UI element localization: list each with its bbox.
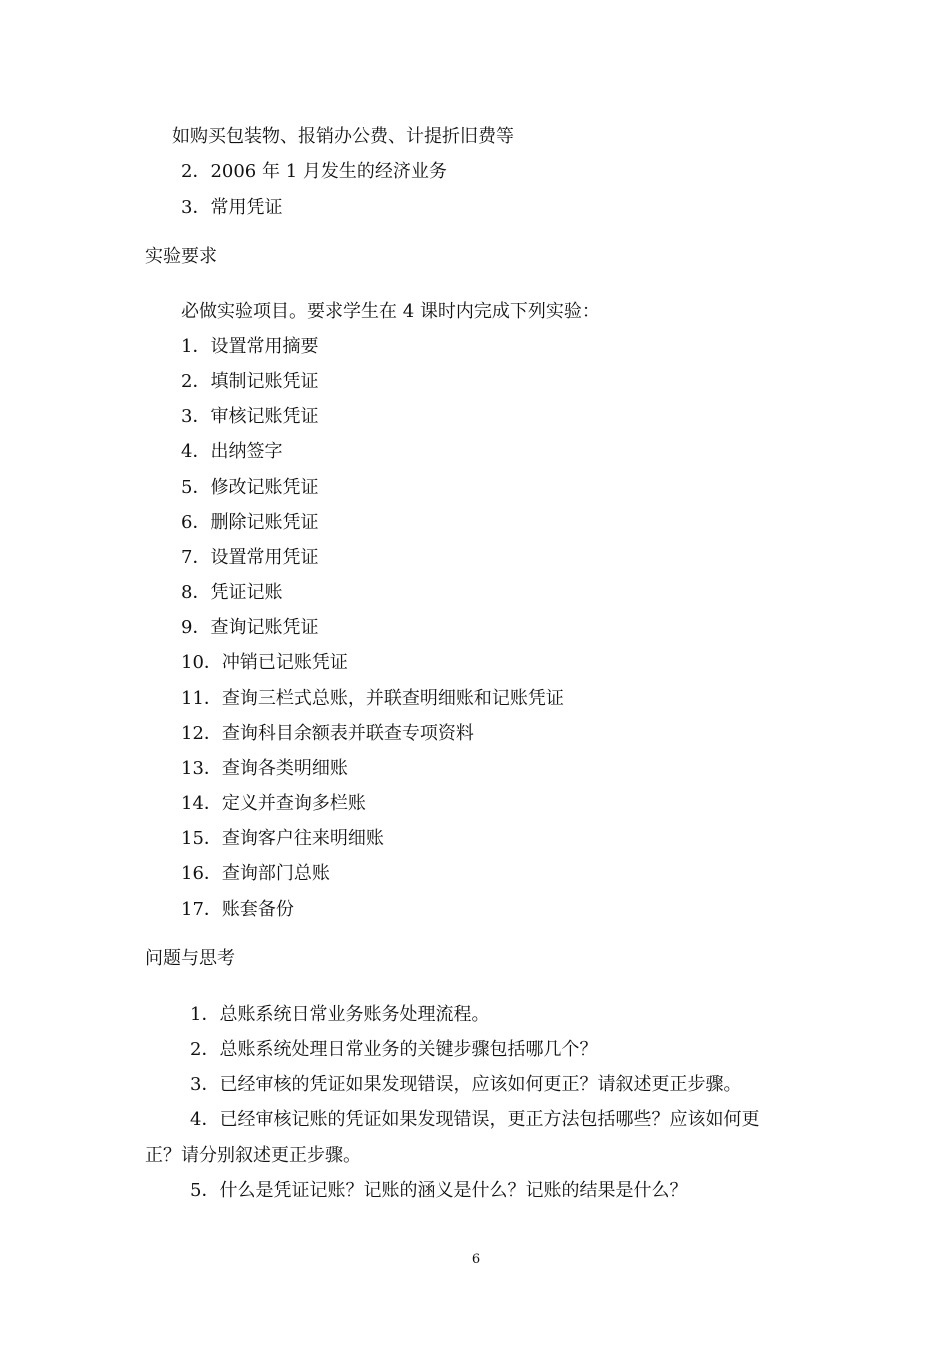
intro-line: 3．常用凭证 [181, 197, 283, 218]
requirement-item: 17．账套备份 [181, 899, 294, 920]
requirement-item: 8．凭证记账 [181, 582, 283, 603]
requirement-item: 14．定义并查询多栏账 [181, 793, 366, 814]
question-item: 3．已经审核的凭证如果发现错误，应该如何更正？请叙述更正步骤。 [190, 1074, 742, 1095]
requirement-item: 4．出纳签字 [181, 441, 283, 462]
requirement-item: 11．查询三栏式总账，并联查明细账和记账凭证 [181, 688, 564, 709]
intro-line: 2．2006 年 1 月发生的经济业务 [181, 161, 447, 182]
requirement-item: 15．查询客户往来明细账 [181, 828, 384, 849]
question-item: 2．总账系统处理日常业务的关键步骤包括哪几个？ [190, 1039, 598, 1060]
page-number: 6 [471, 1252, 481, 1267]
question-item-continuation: 正？请分别叙述更正步骤。 [145, 1145, 361, 1166]
requirement-item: 7．设置常用凭证 [181, 547, 319, 568]
section-heading-questions: 问题与思考 [145, 948, 235, 969]
requirement-item: 12．查询科目余额表并联查专项资料 [181, 723, 474, 744]
requirement-item: 2．填制记账凭证 [181, 371, 319, 392]
requirement-item: 1．设置常用摘要 [181, 336, 319, 357]
question-item: 4．已经审核记账的凭证如果发现错误，更正方法包括哪些？应该如何更 [190, 1109, 760, 1130]
requirement-item: 5．修改记账凭证 [181, 477, 319, 498]
question-item: 5．什么是凭证记账？记账的涵义是什么？记账的结果是什么？ [190, 1180, 688, 1201]
requirement-item: 3．审核记账凭证 [181, 406, 319, 427]
requirement-item: 16．查询部门总账 [181, 863, 330, 884]
requirement-item: 6．删除记账凭证 [181, 512, 319, 533]
section-heading-requirements: 实验要求 [145, 246, 217, 267]
requirement-item: 10．冲销已记账凭证 [181, 652, 348, 673]
question-item: 1．总账系统日常业务账务处理流程。 [190, 1004, 490, 1025]
requirement-item: 13．查询各类明细账 [181, 758, 348, 779]
requirements-intro: 必做实验项目。要求学生在 4 课时内完成下列实验： [181, 301, 600, 322]
requirement-item: 9．查询记账凭证 [181, 617, 319, 638]
intro-line: 如购买包装物、报销办公费、计提折旧费等 [172, 126, 514, 147]
